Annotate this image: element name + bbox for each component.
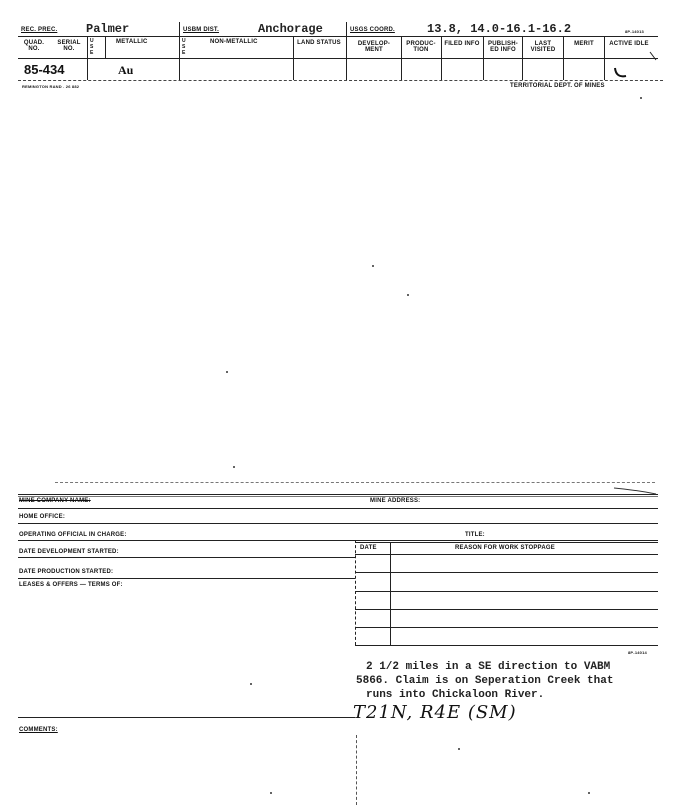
record-metallic: Au — [118, 63, 134, 77]
form-code-back: 8P-14014 — [628, 650, 647, 655]
col-last-visited: LAST VISITED — [530, 41, 556, 53]
pen-stroke-icon — [648, 50, 660, 64]
usgs-coord-value: 13.8, 14.0-16.1-16.2 — [427, 22, 572, 36]
col-use-metallic: U S E — [90, 38, 94, 56]
col-production: PRODUC-TION — [406, 41, 436, 53]
col-published-info: PUBLISH-ED INFO — [488, 41, 518, 53]
form-code-top: 8P-14013 — [625, 29, 644, 34]
operating-official-label: OPERATING OFFICIAL IN CHARGE: — [19, 532, 127, 538]
remarks-line-2: 5866. Claim is on Seperation Creek that — [356, 675, 614, 687]
col-metallic: METALLIC — [116, 39, 148, 45]
comments-label: COMMENTS: — [19, 727, 58, 733]
mine-address-label: MINE ADDRESS: — [370, 498, 421, 504]
col-active-idle: ACTIVE IDLE — [609, 41, 649, 47]
col-merit: MERIT — [574, 41, 594, 47]
usbm-dist-label: USBM DIST. — [183, 27, 220, 33]
date-development-label: DATE DEVELOPMENT STARTED: — [19, 549, 119, 555]
rec-prec-label: REC. PREC. — [21, 27, 58, 33]
col-use-nonmetallic: U S E — [182, 38, 186, 56]
date-production-label: DATE PRODUCTION STARTED: — [19, 569, 114, 575]
home-office-label: HOME OFFICE: — [19, 514, 66, 520]
title-label: TITLE: — [465, 532, 485, 538]
col-development: DEVELOP-MENT — [357, 41, 391, 53]
reason-col-header: REASON FOR WORK STOPPAGE — [455, 545, 555, 551]
agency-name: TERRITORIAL DEPT. OF MINES — [510, 83, 605, 89]
date-col-header: DATE — [360, 545, 377, 551]
remarks-line-1: 2 1/2 miles in a SE direction to VABM — [366, 661, 611, 673]
col-non-metallic: NON-METALLIC — [210, 39, 258, 45]
remarks-handwritten: T21N, R4E (SM) — [353, 702, 517, 723]
check-mark-icon — [612, 64, 634, 82]
leases-label: LEASES & OFFERS — TERMS OF: — [19, 582, 123, 588]
printer-mark: REMINGTON RAND . 26 882 — [22, 84, 80, 89]
usbm-dist-value: Anchorage — [258, 22, 323, 36]
col-serial-no: SERIAL NO. — [57, 40, 81, 52]
record-quad-serial: 85-434 — [24, 62, 65, 77]
usgs-coord-label: USGS COORD. — [350, 27, 395, 33]
col-land-status: LAND STATUS — [297, 40, 341, 46]
mine-company-name-label: MINE COMPANY NAME: — [19, 498, 91, 504]
remarks-line-3: runs into Chickaloon River. — [366, 689, 545, 701]
col-filed-info: FILED INFO — [444, 41, 480, 47]
rec-prec-value: Palmer — [86, 22, 130, 36]
col-quad-no: QUAD. NO. — [23, 40, 45, 52]
